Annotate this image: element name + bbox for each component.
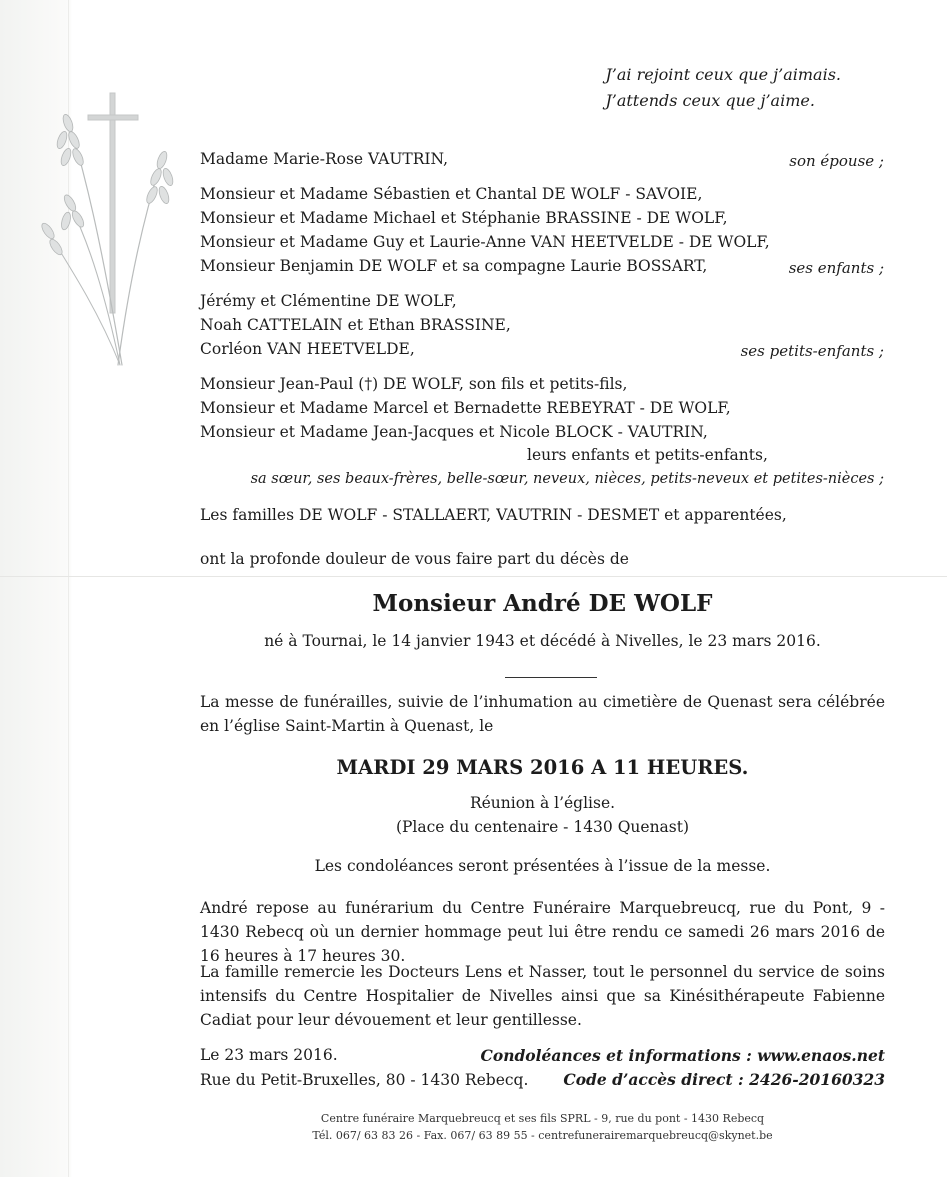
- viewing-text: André repose au funérarium du Centre Funéraire Marquebreucq, rue du Pont, 9 - 1430 Rebecq où un dernier hommage peut lui être rendu ce samedi 26 mars 2016 de 16 heures à 17 heures 30.: [200, 899, 885, 965]
- epigraph-line-2: J’attends ceux que j’aime.: [605, 91, 815, 110]
- grandchildren-role: ses petits-enfants ;: [740, 342, 884, 360]
- wife-role: son épouse ;: [789, 152, 884, 170]
- sibling-line-3: Monsieur et Madame Jean-Jacques et Nicole BLOCK - VAUTRIN,: [200, 423, 708, 441]
- siblings-extra: leurs enfants et petits-enfants,: [527, 446, 768, 464]
- access-code: Code d’accès direct : 2426-20160323: [563, 1070, 885, 1089]
- grandchild-line-3: Corléon VAN HEETVELDE,: [200, 340, 415, 358]
- closing-date: Le 23 mars 2016.: [200, 1046, 338, 1064]
- child-line-2: Monsieur et Madame Michael et Stéphanie BRASSINE - DE WOLF,: [200, 209, 728, 227]
- closing-address: Rue du Petit-Bruxelles, 80 - 1430 Rebecq.: [200, 1071, 529, 1089]
- deceased-name: Monsieur André DE WOLF: [372, 590, 713, 617]
- deceased-dates: né à Tournai, le 14 janvier 1943 et décédé à Nivelles, le 23 mars 2016.: [264, 632, 821, 650]
- thanks-text: La famille remercie les Docteurs Lens et Nasser, tout le personnel du service de soins intensifs du Centre Hospitalier de Nivelles ainsi que sa Kinésithérapeute Fabienne Cadiat pour leur dévouement et leur gentillesse.: [200, 963, 885, 1029]
- grandchild-line-1: Jérémy et Clémentine DE WOLF,: [200, 292, 457, 310]
- sibling-line-2: Monsieur et Madame Marcel et Bernadette REBEYRAT - DE WOLF,: [200, 399, 731, 417]
- child-line-3: Monsieur et Madame Guy et Laurie-Anne VAN HEETVELDE - DE WOLF,: [200, 233, 770, 251]
- child-line-4: Monsieur Benjamin DE WOLF et sa compagne Laurie BOSSART,: [200, 257, 708, 275]
- cross-with-wheat-icon: [30, 85, 180, 375]
- epigraph-line-1: J’ai rejoint ceux que j’aimais.: [605, 65, 841, 84]
- fold-line: [0, 576, 947, 577]
- ceremony-meeting: Réunion à l’église.: [469, 794, 616, 812]
- child-line-1: Monsieur et Madame Sébastien et Chantal DE WOLF - SAVOIE,: [200, 185, 703, 203]
- epigraph: [605, 62, 841, 114]
- section-divider: [505, 677, 597, 678]
- siblings-role: sa sœur, ses beaux-frères, belle-sœur, neveux, nièces, petits-neveux et petites-nièces ;: [250, 471, 884, 487]
- sibling-line-1: Monsieur Jean-Paul (†) DE WOLF, son fils et petits-fils,: [200, 375, 628, 393]
- wife-name: Madame Marie-Rose VAUTRIN,: [200, 150, 449, 168]
- announcement-line: ont la profonde douleur de vous faire part du décès de: [200, 550, 629, 568]
- grandchild-line-2: Noah CATTELAIN et Ethan BRASSINE,: [200, 316, 511, 334]
- ceremony-condolences: Les condoléances seront présentées à l’issue de la messe.: [314, 857, 771, 875]
- families-line: Les familles DE WOLF - STALLAERT, VAUTRIN - DESMET et apparentées,: [200, 506, 787, 524]
- footer-line-1: Centre funéraire Marquebreucq et ses fils SPRL - 9, rue du pont - 1430 Rebecq: [320, 1112, 765, 1125]
- children-role: ses enfants ;: [788, 259, 884, 277]
- ceremony-text: La messe de funérailles, suivie de l’inhumation au cimetière de Quenast sera célébrée en l’église Saint-Martin à Quenast, le: [200, 693, 885, 735]
- ceremony-datetime: MARDI 29 MARS 2016 A 11 HEURES.: [336, 756, 749, 779]
- ceremony-address: (Place du centenaire - 1430 Quenast): [395, 818, 690, 836]
- condolences-online: Condoléances et informations : www.enaos.net: [480, 1046, 885, 1065]
- footer-line-2: Tél. 067/ 63 83 26 - Fax. 067/ 63 89 55 - centrefunerairemarquebreucq@skynet.be: [312, 1129, 773, 1142]
